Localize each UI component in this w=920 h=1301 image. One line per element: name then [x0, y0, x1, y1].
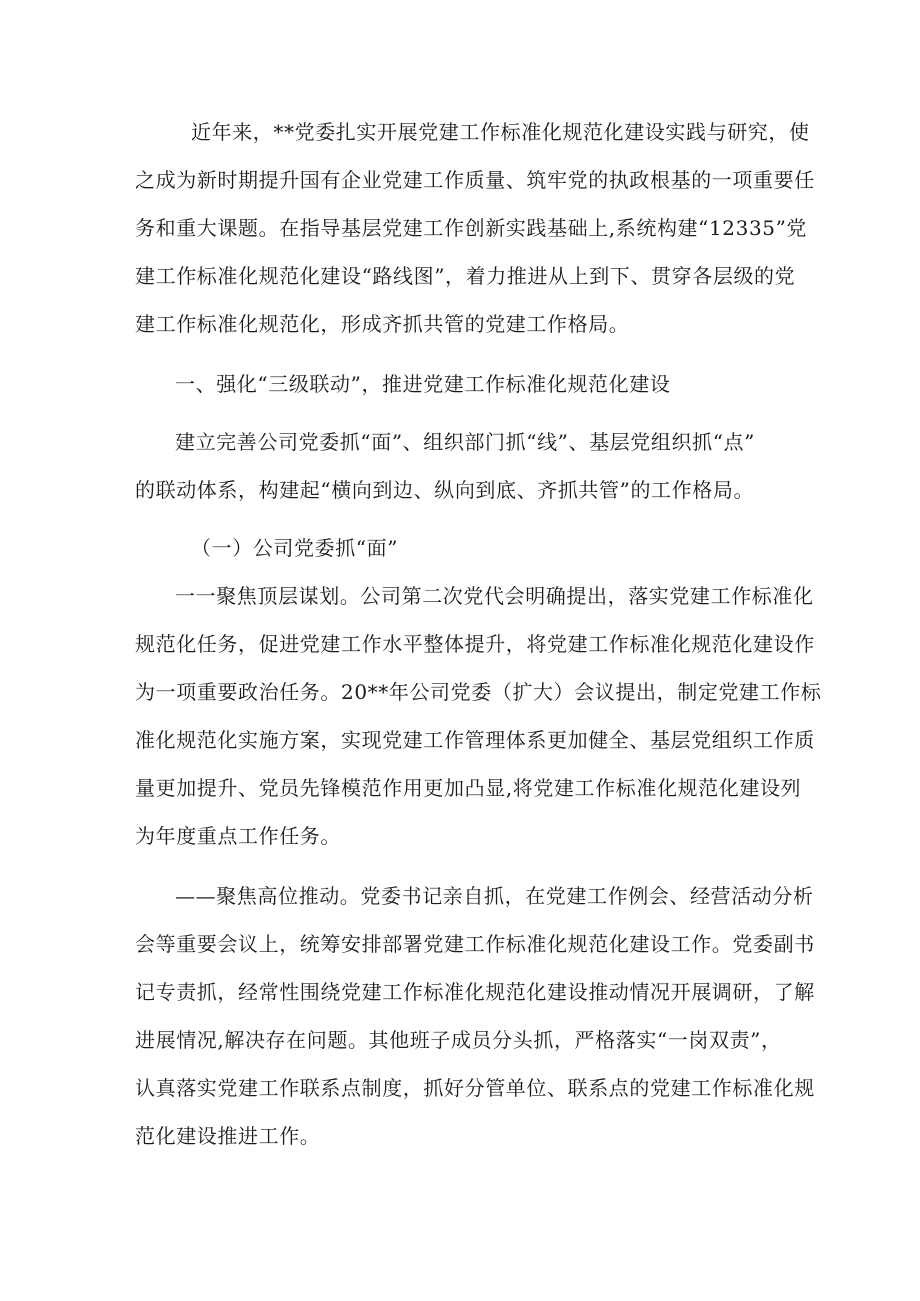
paragraph-2-line-1: 建立完善公司党委抓“面”、组织部门抓“线”、基层党组织抓“点”	[175, 430, 755, 454]
subsection-heading-1: （一）公司党委抓“面”	[191, 536, 399, 560]
paragraph-4-line-2: 会等重要会议上，统筹安排部署党建工作标准化规范化建设工作。党委副书	[135, 932, 815, 956]
paragraph-4-line-6: 范化建设推进工作。	[135, 1124, 321, 1148]
paragraph-1-line-4: 建工作标准化规范化建设“路线图”，着力推进从上到下、贯穿各层级的党	[135, 264, 796, 288]
paragraph-4-line-4: 进展情况,解决存在问题。其他班子成员分头抓，严格落实“一岗双责”，	[135, 1028, 782, 1052]
paragraph-3-line-2: 规范化任务，促进党建工作水平整体提升，将党建工作标准化规范化建设作	[135, 632, 815, 656]
paragraph-4-line-3: 记专责抓，经常性围绕党建工作标准化规范化建设推动情况开展调研，了解	[135, 980, 815, 1004]
paragraph-3-line-5: 量更加提升、党员先锋模范作用更加凸显,将党建工作标准化规范化建设列	[135, 776, 802, 800]
paragraph-3-line-3: 为一项重要政治任务。20**年公司党委（扩大）会议提出，制定党建工作标	[135, 680, 822, 704]
paragraph-3-line-6: 为年度重点工作任务。	[135, 824, 341, 848]
paragraph-1-line-1: 近年来，**党委扎实开展党建工作标准化规范化建设实践与研究，使	[191, 120, 810, 144]
paragraph-1-line-2: 之成为新时期提升国有企业党建工作质量、筑牢党的执政根基的一项重要任	[135, 168, 815, 192]
paragraph-1-line-3: 务和重大课题。在指导基层党建工作创新实践基础上,系统构建“12335”党	[135, 216, 808, 240]
paragraph-4-line-1: ——聚焦高位推动。党委书记亲自抓，在党建工作例会、经营活动分析	[175, 884, 814, 908]
paragraph-1-line-5: 建工作标准化规范化，形成齐抓共管的党建工作格局。	[135, 312, 630, 336]
paragraph-2-line-2: 的联动体系，构建起“横向到边、纵向到底、齐抓共管”的工作格局。	[135, 478, 755, 502]
paragraph-3-line-1: 一一聚焦顶层谋划。公司第二次党代会明确提出，落实党建工作标准化	[175, 584, 814, 608]
paragraph-3-line-4: 准化规范化实施方案，实现党建工作管理体系更加健全、基层党组织工作质	[135, 728, 815, 752]
section-heading-1: 一、强化“三级联动”，推进党建工作标准化规范化建设	[175, 372, 671, 396]
paragraph-4-line-5: 认真落实党建工作联系点制度，抓好分管单位、联系点的党建工作标准化规	[135, 1076, 815, 1100]
